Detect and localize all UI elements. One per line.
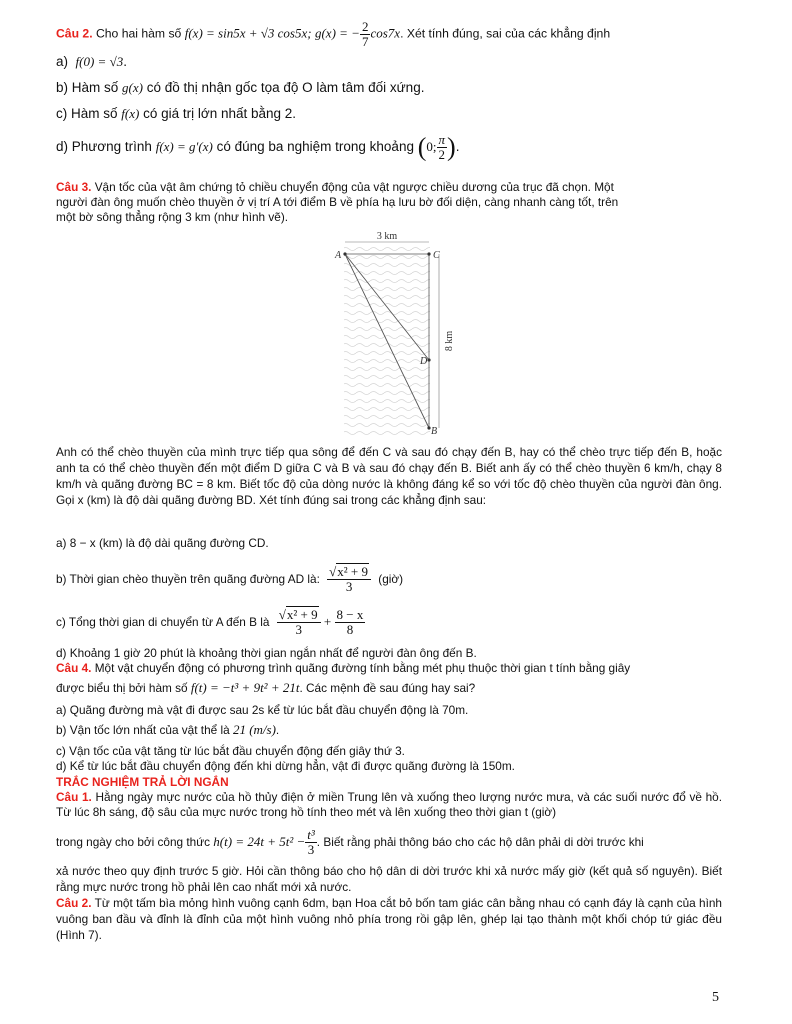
- sa2-text: Từ một tấm bìa mỏng hình vuông cạnh 6dm, bạn Hoa cắt bỏ bốn tam giác cân bằng nhau có cạnh đáy là cạnh của hình vuông ban đầu và đỉnh là đỉnh của một hình vuông nhỏ phía trong rồi gập lên, ghép lại tạo thành một khối chóp tứ giác đều (Hình 7).: [56, 896, 722, 942]
- cau2-label: Câu 2.: [56, 26, 93, 41]
- cau3-c-frac2: [335, 608, 366, 637]
- river-diagram: [328, 228, 458, 440]
- cau4-line2-post: . Các mệnh đề sau đúng hay sai?: [299, 681, 476, 695]
- cau2-f-def: f(x) = sin5x + √3 cos5x;: [184, 25, 312, 41]
- cau2-tail: . Xét tính đúng, sai của các khẳng định: [400, 26, 611, 41]
- option-text: b) Vận tốc lớn nhất của vật thể là: [56, 723, 230, 737]
- frac-den: 2: [438, 146, 446, 162]
- cau2-option-d: d) Phương trình f(x) = g′(x) có đúng ba nghiệm trong khoảng (0; $\frac{\pi}{2}$ ).: [56, 131, 460, 162]
- point-d: [427, 358, 430, 361]
- cau3-option-d: d) Khoảng 1 giờ 20 phút là khoảng thời gian ngắn nhất để người đàn ông đến B.: [56, 646, 477, 660]
- point-c: [427, 252, 430, 255]
- cau4-function: f(t) = −t³ + 9t² + 21t: [190, 680, 300, 695]
- option-end: .: [123, 54, 127, 69]
- frac-num: 2: [361, 19, 369, 34]
- cau2-g-post: cos7x: [370, 25, 401, 41]
- sa1-text2: xả nước theo quy định trước 5 giờ. Hỏi cần thông báo cho hộ dân di dời trước khi xả nước mấy giờ (kết quả số nguyên). Biết rằng mực nước trong hồ phải lên cao nhất mới xả nước.: [56, 864, 722, 894]
- option-math: f(x): [121, 106, 140, 121]
- sa1-formula-line: [56, 824, 722, 860]
- cau3-line2: người đàn ông muốn chèo thuyền ở vị trí A tới điểm B về phía hạ lưu bờ đối diện, càng nhanh càng tốt, trên: [56, 195, 619, 209]
- option-end: có giá trị lớn nhất bằng 2.: [143, 106, 297, 121]
- option-text: b) Hàm số: [56, 80, 119, 95]
- interval-frac: [437, 133, 448, 162]
- cau2-intro: [56, 20, 722, 49]
- cau3-b-frac: $\frac{\text{√x² + 9}}{3}$: [327, 565, 371, 594]
- sa1-label: Câu 1.: [56, 790, 92, 804]
- option-text: b) Thời gian chèo thuyền trên quãng đường AD là:: [56, 572, 320, 586]
- sa1-formula-pre: trong ngày cho bởi công thức: [56, 835, 211, 849]
- frac-den: 8: [346, 622, 354, 638]
- cau2-intro-text: Cho hai hàm số: [95, 26, 182, 41]
- cau3-intro: [56, 180, 722, 225]
- cau2-option-b: [56, 80, 722, 95]
- paren-open: (: [417, 132, 427, 162]
- option-end: .: [275, 723, 280, 737]
- sa1-formula-post: . Biết rằng phải thông báo cho các hộ dân phải di dời trước khi: [316, 835, 644, 849]
- sa2-label: Câu 2.: [56, 896, 92, 910]
- cau2-option-c: [56, 106, 722, 121]
- option-math: f(x) = g′(x): [155, 139, 213, 154]
- sa2: [56, 895, 722, 943]
- sqrt-arg: x² + 9: [337, 564, 369, 580]
- cau3-c-frac1: $\frac{\text{√x² + 9}}{3}$: [277, 608, 321, 637]
- option-text: c) Tổng thời gian di chuyển từ A đến B là: [56, 615, 270, 629]
- option-end: có đồ thị nhận gốc tọa độ O làm tâm đối xứng.: [146, 80, 425, 95]
- cau3-line1: Vận tốc của vật âm chứng tỏ chiều chuyển động của vật ngược chiều dương của trục đã chọn. Một: [94, 180, 614, 194]
- cau4-option-c: c) Vận tốc của vật tăng từ lúc bắt đầu chuyển động đến giây thứ 3.: [56, 744, 405, 758]
- cau4-option-d: d) Kể từ lúc bắt đầu chuyển động đến khi dừng hẳn, vật đi được quãng đường là 150m.: [56, 759, 515, 773]
- option-label: a): [56, 54, 69, 69]
- cau4-option-a: a) Quãng đường mà vật đi được sau 2s kể từ lúc bắt đầu chuyển động là 70m.: [56, 703, 469, 717]
- cau4-line1: Một vật chuyển động có phương trình quãng đường tính bằng mét phụ thuộc thời gian t tính bằng giây: [94, 661, 631, 675]
- cau3-option-c: [56, 604, 722, 640]
- label-8km: 8 km: [444, 330, 455, 352]
- option-text: c) Hàm số: [56, 106, 118, 121]
- label-d: D: [420, 356, 428, 367]
- sa1-text1: Hằng ngày mực nước của hồ thủy điện ở miền Trung lên và xuống theo lượng nước mưa, và các suối nước đổ về hồ. Từ lúc 8h sáng, độ sâu của mực nước trong hồ tính theo mét và lên xuống theo thời gian t (giờ): [56, 790, 722, 819]
- cau4-line2-pre: được biểu thị bởi hàm số: [56, 681, 188, 695]
- cau2-g-pre: g(x) = −: [314, 25, 360, 41]
- cau2-g-frac: [360, 20, 371, 49]
- frac-den: 3: [307, 842, 315, 858]
- cau4-intro: [56, 661, 722, 676]
- plus-sign: +: [323, 614, 332, 629]
- label-b: B: [431, 426, 438, 437]
- option-math: f(0) = √3: [75, 54, 124, 69]
- option-end: có đúng ba nghiệm trong khoảng: [216, 139, 414, 154]
- paren-close: ): [447, 132, 456, 162]
- cau3-paragraph: Anh có thể chèo thuyền của mình trực tiếp qua sông để đến C và sau đó chạy đến B, hay có thể chèo trực tiếp đến B, hoặc anh ta có thể chèo thuyền đến một điểm D giữa C và B và sau đó chạy đến B. Biết anh ấy có thể chèo thuyền 6 km/h, chạy 8 km/h và quãng đường BC = 8 km. Biết tốc độ của dòng nước là không đáng kể so với tốc độ chèo thuyền của người đàn ông. Gọi x (km) là độ dài quãng đường BD. Xét tính đúng sai trong các khẳng định sau:: [56, 445, 722, 507]
- option-end: (giờ): [378, 572, 404, 586]
- cau2-option-a: [56, 54, 722, 69]
- frac-num: 8 − x: [336, 607, 364, 623]
- frac-num: t³: [307, 827, 315, 843]
- frac-num: π: [438, 131, 446, 147]
- sa1-formula: h(t) = 24t + 5t² −: [213, 834, 306, 849]
- cau4-label: Câu 4.: [56, 661, 92, 675]
- cau3-option-b: [56, 561, 722, 597]
- sa1-frac: [305, 828, 317, 857]
- cau4-option-b: [56, 722, 722, 738]
- page-number: 5: [712, 990, 719, 1005]
- section-heading: TRẮC NGHIỆM TRẢ LỜI NGẮN: [56, 775, 229, 789]
- label-3km: 3 km: [376, 231, 398, 242]
- sqrt-arg: x² + 9: [286, 607, 318, 623]
- cau3-label: Câu 3.: [56, 180, 92, 194]
- frac-den: 3: [345, 579, 353, 595]
- sa1-intro: [56, 790, 722, 820]
- option-math: 21 (m/s): [232, 722, 276, 737]
- cau3-option-a: a) 8 − x (km) là độ dài quãng đường CD.: [56, 536, 269, 550]
- option-text: d) Phương trình: [56, 139, 152, 154]
- point-a: [343, 252, 346, 255]
- option-math: g(x): [122, 80, 143, 95]
- cau3-line3: một bờ sông thẳng rộng 3 km (như hình vẽ).: [56, 210, 289, 224]
- label-c: C: [433, 250, 440, 261]
- cau4-line2: [56, 680, 722, 696]
- frac-den: 7: [361, 34, 369, 49]
- label-a: A: [335, 250, 342, 261]
- interval-start: 0;: [426, 139, 437, 154]
- frac-den: 3: [295, 622, 302, 638]
